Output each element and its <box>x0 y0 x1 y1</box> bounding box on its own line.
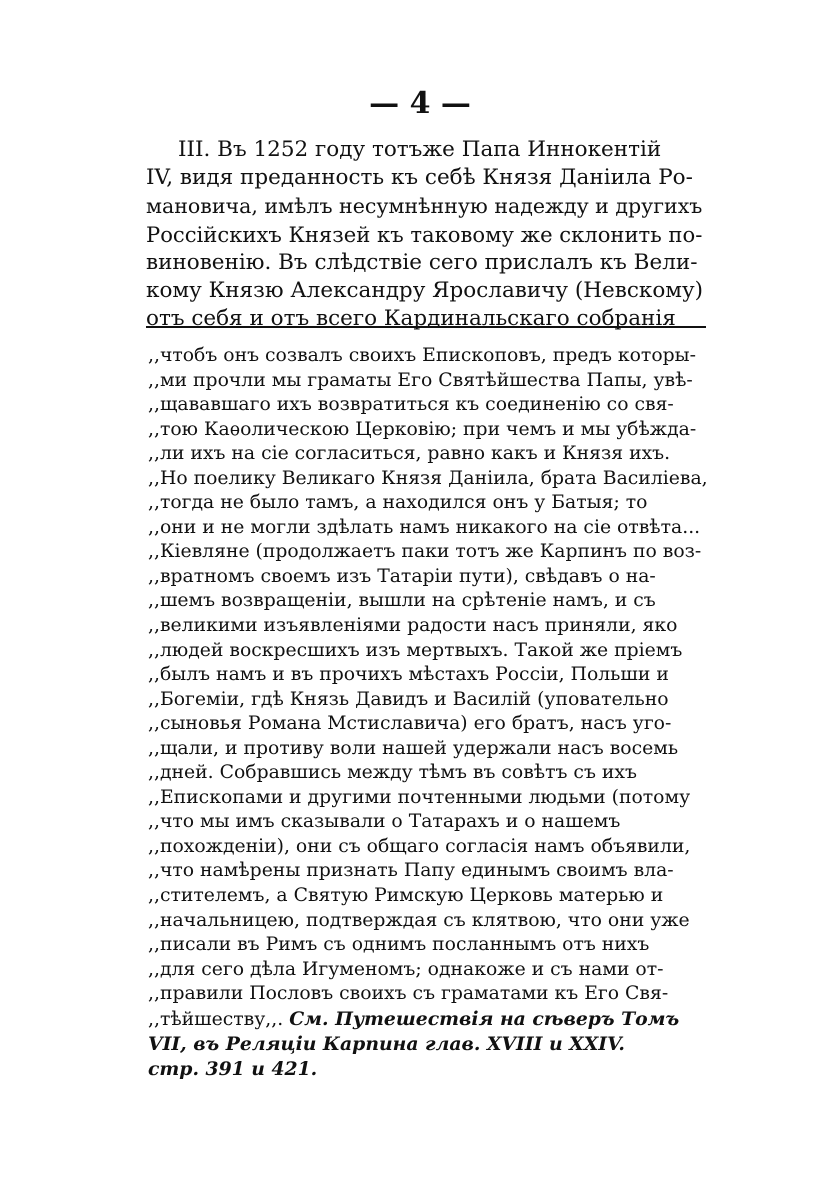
footnote-line: ,,начальницею, подтверждая съ клятвою, что они уже <box>148 909 690 931</box>
footnote-line: ,,тогда не было тамъ, а находился онъ у Батыя; то <box>148 492 648 514</box>
main-line: кому Князю Александру Ярославичу (Невскому) <box>146 278 704 304</box>
footnote-line: ,,правили Пословъ своихъ съ грамaтами къ Его Свя- <box>148 983 669 1005</box>
footnote-line: ,,людей воскресшихъ изъ мертвыхъ. Такой же пріемъ <box>148 639 683 661</box>
footnote-line: ,,Но поелику Великаго Князя Даніила, брата Василіева, <box>148 467 708 489</box>
footnote-line: ,,щали, и противу воли нашей удержали насъ восемь <box>148 737 679 759</box>
citation-pages: стр. 391 и 421. <box>148 1057 318 1080</box>
main-line: отъ себя и отъ всего Кардинальскаго собранія <box>146 306 676 332</box>
footnote-line: ,,дней. Собравшись между тѣмъ въ совѣтъ съ ихъ <box>148 762 637 784</box>
footnote-line: ,,былъ намъ и въ прочихъ мѣстахъ Россіи, Польши и <box>148 664 669 686</box>
footnote-line: ,,что мы имъ сказывали о Татарахъ и о нашемъ <box>148 811 621 833</box>
footnote-line: ,,вратномъ своемъ изъ Татаріи пути), свѣдавъ о на- <box>148 565 656 587</box>
main-line: виновенію. Въ слѣдствіе сего прислалъ къ Вели- <box>146 249 698 275</box>
footnote <box>148 344 710 1081</box>
footnote-closing-text: ,,тѣйшеству,,. <box>148 1008 284 1030</box>
footnote-line: ,,тою Каѳолическою Церковію; при чемъ и мы убѣжда- <box>148 418 697 440</box>
footnote-line: ,,ми прочли мы грамaты Его Святѣйшества Папы, увѣ- <box>148 369 693 391</box>
main-paragraph <box>146 136 706 333</box>
footnote-line: ,,стителемъ, а Святую Римскую Церковь матерью и <box>148 885 664 907</box>
footnote-line: ,,для сего дѣла Игуменомъ; однакоже и съ нами от- <box>148 958 664 980</box>
footnote-line: ,,писали въ Римъ съ однимъ посланнымъ отъ нихъ <box>148 934 650 956</box>
footnote-line: ,,сыновья Романа Мстиславича) его братъ, насъ уго- <box>148 713 672 735</box>
main-line: III. Въ 1252 году тотъже Папа Иннокентій <box>178 137 662 162</box>
footnote-line <box>148 1007 710 1033</box>
footnote-line: ,,ли ихъ на сіе согласиться, равно какъ и Князя ихъ. <box>148 443 671 465</box>
footnote-divider <box>146 326 706 328</box>
citation-reference: См. Путешествія на сѣверъ Томъ <box>289 1007 680 1030</box>
footnote-line: ,,они и не могли здѣлать намъ никакого на сіе отвѣта... <box>148 516 701 538</box>
main-line: IV, видя преданность къ себѣ Князя Даніила Ро- <box>146 165 693 191</box>
footnote-line: ,,Епископами и другими почтенными людьми (потому <box>148 786 691 808</box>
footnote-line: ,,щававшаго ихъ возвратиться къ соединенію со свя- <box>148 394 674 416</box>
footnote-line: ,,Богеміи, гдѣ Князь Давидъ и Василій (уповательно <box>148 688 669 710</box>
main-line: мановича, имѣлъ несумнѣнную надежду и другихъ <box>146 194 703 219</box>
footnote-line: ,,чтобъ онъ созвалъ своихъ Епископовъ, предъ которы- <box>148 345 696 366</box>
citation-reference: VII, въ Реляціи Карпина глав. XVIII и XXIV. <box>148 1033 625 1056</box>
footnote-line: ,,шемъ возвращеніи, вышли на срѣтеніе намъ, и съ <box>148 590 656 612</box>
footnote-line: ,,великими изъявленіями радости насъ приняли, яко <box>148 615 678 637</box>
footnote-line: ,,Кіевляне (продолжаетъ паки тотъ же Карпинъ по воз- <box>148 541 702 563</box>
page-number: — 4 — <box>369 86 471 121</box>
main-line: Россійскихъ Князей къ таковому же склонить по- <box>146 221 703 247</box>
page-number-value: 4 <box>409 86 431 121</box>
footnote-line: ,,похожденіи), они съ общаго согласія намъ объявили, <box>148 835 691 857</box>
footnote-line: ,,что намѣрены признать Папу единымъ своимъ вла- <box>148 860 674 882</box>
